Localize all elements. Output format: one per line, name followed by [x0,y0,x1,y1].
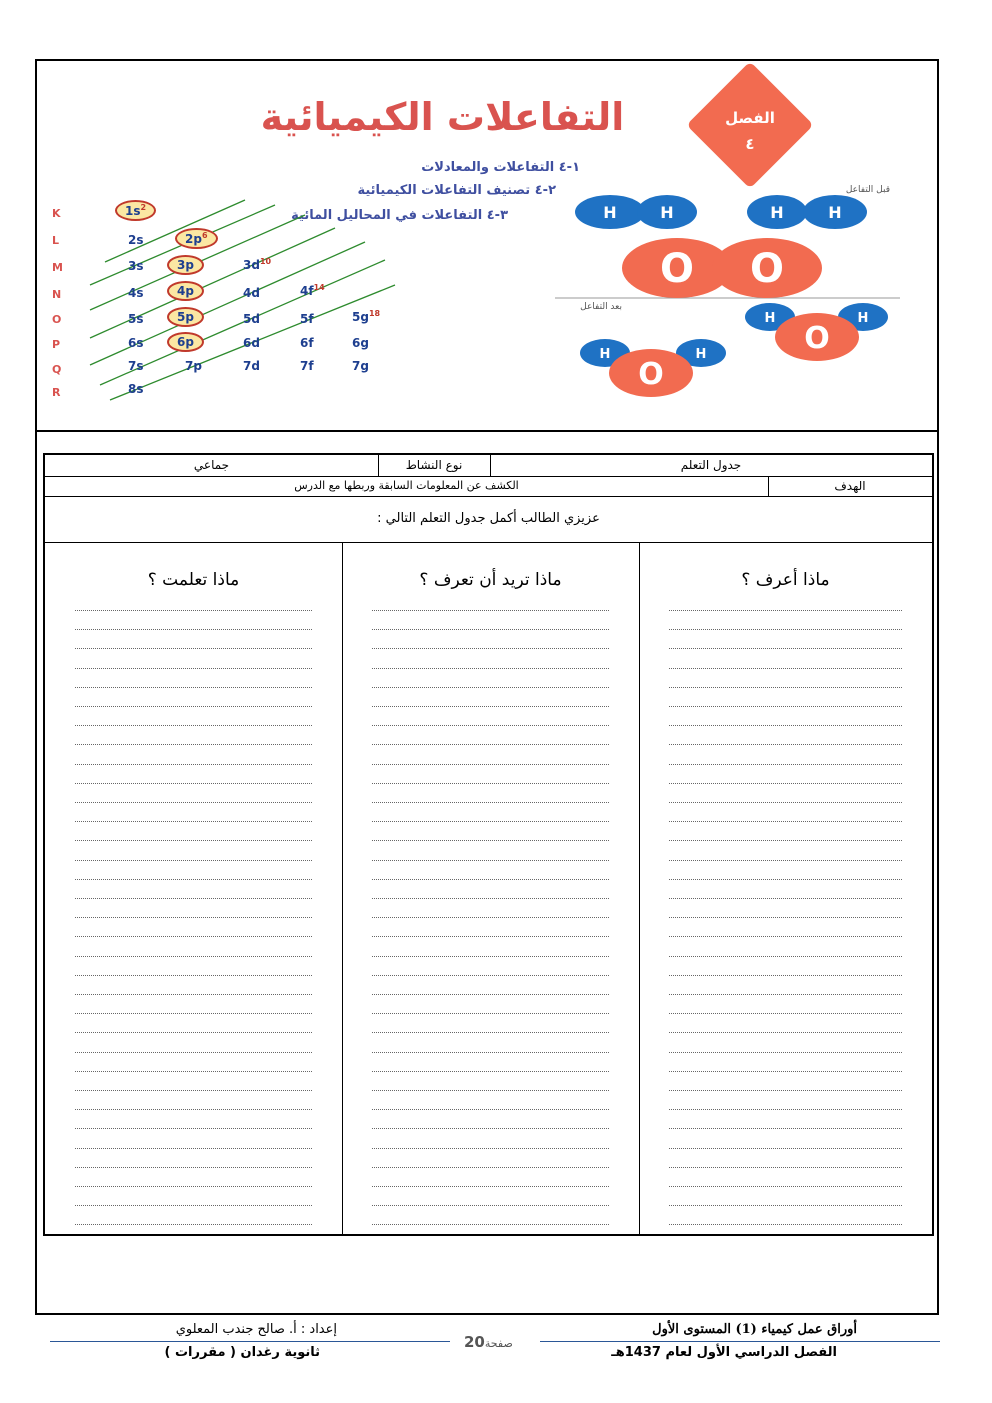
orbital-6g: 6g [352,336,369,350]
shell-label-m: M [52,261,63,274]
footer-line [540,1341,940,1342]
column-title-learned: ماذا تعلمت ؟ [147,570,240,590]
column-learned[interactable] [45,542,342,1234]
shell-label-o: O [52,313,62,326]
answer-line[interactable] [75,783,312,784]
table-row [45,455,932,477]
hydrogen-symbol: H [857,311,869,326]
answer-line[interactable] [75,1205,312,1206]
hydrogen-symbol: H [828,203,842,222]
answer-line[interactable] [669,1109,902,1110]
answer-line[interactable] [669,1032,902,1033]
answer-line[interactable] [75,629,312,630]
answer-line[interactable] [669,1128,902,1129]
answer-line[interactable] [372,1128,609,1129]
answer-line[interactable] [75,706,312,707]
column-title-want: ماذا تريد أن تعرف ؟ [419,570,562,590]
answer-line[interactable] [75,860,312,861]
answer-line[interactable] [669,1224,902,1225]
answer-line[interactable] [669,783,902,784]
orbital-7f: 7f [300,359,314,373]
answer-line[interactable] [75,648,312,649]
answer-line[interactable] [75,917,312,918]
answer-line[interactable] [669,879,902,880]
oxygen-symbol: O [659,246,695,292]
answer-line[interactable] [372,956,609,957]
answer-line[interactable] [669,744,902,745]
worksheet-title: أوراق عمل كيمياء (1) المستوى الأول [652,1322,857,1337]
answer-line[interactable] [669,1205,902,1206]
answer-line[interactable] [669,821,902,822]
answer-line[interactable] [669,1148,902,1149]
subtopic-3: ٣-٤ التفاعلات في المحاليل المائية [291,208,508,223]
answer-line[interactable] [669,936,902,937]
kwl-columns [45,542,932,1234]
answer-line[interactable] [372,1148,609,1149]
answer-line[interactable] [669,917,902,918]
answer-line[interactable] [372,840,609,841]
orbital-7d: 7d [243,359,260,373]
column-title-know: ماذا أعرف ؟ [741,570,830,590]
orbital-6p: 6p [167,332,204,352]
orbital-6s: 6s [128,336,144,350]
answer-line[interactable] [669,725,902,726]
answer-line[interactable] [372,1032,609,1033]
orbital-6d: 6d [243,336,260,350]
header-divider [35,430,939,432]
orbital-8s: 8s [128,382,144,396]
orbital-3p: 3p [167,255,204,275]
answer-line[interactable] [75,994,312,995]
answer-line[interactable] [75,668,312,669]
orbital-2s: 2s [128,233,144,247]
shell-label-q: Q [52,363,62,376]
answer-line[interactable] [75,975,312,976]
answer-line[interactable] [372,917,609,918]
answer-line[interactable] [372,648,609,649]
answer-line[interactable] [372,821,609,822]
answer-line[interactable] [75,879,312,880]
answer-line[interactable] [372,668,609,669]
chapter-label: الفصل [725,109,775,127]
subtopic-2: ٢-٤ تصنيف التفاعلات الكيميائية [357,183,556,198]
orbital-1s: $1s^2$ [115,200,156,221]
answer-line[interactable] [372,860,609,861]
answer-line[interactable] [75,1128,312,1129]
subtopic-1: ١-٤ التفاعلات والمعادلات [421,160,580,175]
answer-line[interactable] [669,629,902,630]
kwl-table [43,453,934,1236]
answer-line[interactable] [75,1148,312,1149]
answer-line[interactable] [372,610,609,611]
answer-line[interactable] [372,802,609,803]
answer-line[interactable] [372,1205,609,1206]
prepared-by: إعداد : أ. صالح جندب المعلوي [175,1322,337,1337]
hydrogen-symbol: H [764,311,776,326]
answer-line[interactable] [669,994,902,995]
answer-line[interactable] [669,1186,902,1187]
column-divider [639,542,640,1234]
page-label: صفحة [484,1337,513,1350]
answer-line[interactable] [669,975,902,976]
cell-divider [768,476,769,496]
answer-line[interactable] [669,687,902,688]
answer-line[interactable] [75,1032,312,1033]
answer-line[interactable] [372,783,609,784]
answer-line[interactable] [75,1090,312,1091]
answer-line[interactable] [75,1167,312,1168]
answer-line[interactable] [372,936,609,937]
answer-line[interactable] [75,936,312,937]
school-name: ثانوية رغدان ( مقررات ) [164,1345,320,1360]
cell-divider [378,455,379,476]
answer-line[interactable] [372,994,609,995]
answer-line[interactable] [75,1052,312,1053]
answer-line[interactable] [75,687,312,688]
chapter-title: التفاعلات الكيميائية [260,95,625,139]
answer-line[interactable] [372,1052,609,1053]
orbital-4d: 4d [243,286,260,300]
answer-line[interactable] [75,1071,312,1072]
hydrogen-symbol: H [660,203,674,222]
table-row [45,496,932,543]
answer-line[interactable] [75,610,312,611]
answer-line[interactable] [372,687,609,688]
answer-line[interactable] [669,648,902,649]
answer-line[interactable] [372,629,609,630]
chapter-number: ٤ [745,135,755,153]
orbital-7g: 7g [352,359,369,373]
answer-line[interactable] [669,610,902,611]
answer-line[interactable] [75,956,312,957]
goal-value: الكشف عن المعلومات السابقة وربطها مع الدرس [294,479,519,492]
answer-line[interactable] [669,1052,902,1053]
page-number-value: 20 [464,1333,485,1351]
answer-line[interactable] [372,744,609,745]
shell-label-n: N [52,288,62,301]
orbital-5d: 5d [243,312,260,326]
answer-line[interactable] [669,1090,902,1091]
semester-text: الفصل الدراسي الأول لعام 1437هـ [611,1345,837,1360]
answer-line[interactable] [372,1224,609,1225]
chapter-badge-text [700,105,800,157]
answer-line[interactable] [75,802,312,803]
column-divider [342,542,343,1234]
answer-line[interactable] [75,1013,312,1014]
answer-line[interactable] [372,1186,609,1187]
answer-line[interactable] [372,706,609,707]
answer-line[interactable] [669,668,902,669]
answer-line[interactable] [372,764,609,765]
answer-line[interactable] [669,860,902,861]
after-reaction-label: بعد التفاعل [580,302,622,312]
column-want[interactable] [342,542,639,1234]
answer-line[interactable] [372,1109,609,1110]
orbital-5p: 5p [167,307,204,327]
oxygen-symbol: O [804,321,830,356]
oxygen-symbol: O [638,357,664,392]
orbital-4p: 4p [167,281,204,301]
answer-line[interactable] [669,1167,902,1168]
orbital-7s: 7s [128,359,144,373]
hydrogen-symbol: H [599,347,611,362]
answer-line[interactable] [75,898,312,899]
shell-label-k: K [52,207,61,220]
answer-line[interactable] [75,764,312,765]
answer-line[interactable] [669,1071,902,1072]
activity-type-label: نوع النشاط [405,458,463,472]
hydrogen-symbol: H [695,347,707,362]
answer-line[interactable] [75,1224,312,1225]
page-number [464,1333,513,1351]
answer-line[interactable] [372,898,609,899]
orbital-7p: 7p [185,359,202,373]
answer-line[interactable] [75,840,312,841]
before-reaction-label: قبل التفاعل [845,185,890,195]
shell-label-l: L [52,234,60,247]
answer-line[interactable] [75,744,312,745]
column-know[interactable] [639,542,932,1234]
orbital-5g: $5g^{18}$ [352,309,381,324]
orbital-3d: $3d^{10}$ [243,257,272,272]
orbital-4s: 4s [128,286,144,300]
orbital-3s: 3s [128,259,144,273]
answer-line[interactable] [75,725,312,726]
goal-label: الهدف [834,479,866,493]
answer-line[interactable] [372,975,609,976]
table-row [45,476,932,497]
answer-line[interactable] [372,1090,609,1091]
answer-line[interactable] [372,1071,609,1072]
answer-line[interactable] [669,764,902,765]
orbital-5s: 5s [128,312,144,326]
orbital-6f: 6f [300,336,314,350]
cell-divider [490,455,491,476]
shell-label-r: R [52,386,61,399]
answer-line[interactable] [75,821,312,822]
answer-line[interactable] [372,725,609,726]
orbital-4f: $4f^{14}$ [300,283,325,298]
answer-line[interactable] [669,1013,902,1014]
orbital-2p: $2p^6$ [175,228,218,249]
answer-line[interactable] [372,1013,609,1014]
shell-label-p: P [52,338,61,351]
hydrogen-symbol: H [603,203,617,222]
answer-line[interactable] [669,840,902,841]
learning-table-label: جدول التعلم [680,458,742,472]
answer-line[interactable] [75,1186,312,1187]
oxygen-symbol: O [749,246,785,292]
water-formation-diagram [555,180,915,400]
orbital-5f: 5f [300,312,314,326]
answer-line[interactable] [75,1109,312,1110]
answer-line[interactable] [669,898,902,899]
answer-line[interactable] [669,706,902,707]
answer-line[interactable] [669,956,902,957]
answer-line[interactable] [372,1167,609,1168]
answer-line[interactable] [372,879,609,880]
hydrogen-symbol: H [770,203,784,222]
footer-line [50,1341,450,1342]
answer-line[interactable] [669,802,902,803]
instruction-text: عزيزي الطالب أكمل جدول التعلم التالي : [377,511,600,526]
activity-type-value: جماعي [193,458,230,472]
